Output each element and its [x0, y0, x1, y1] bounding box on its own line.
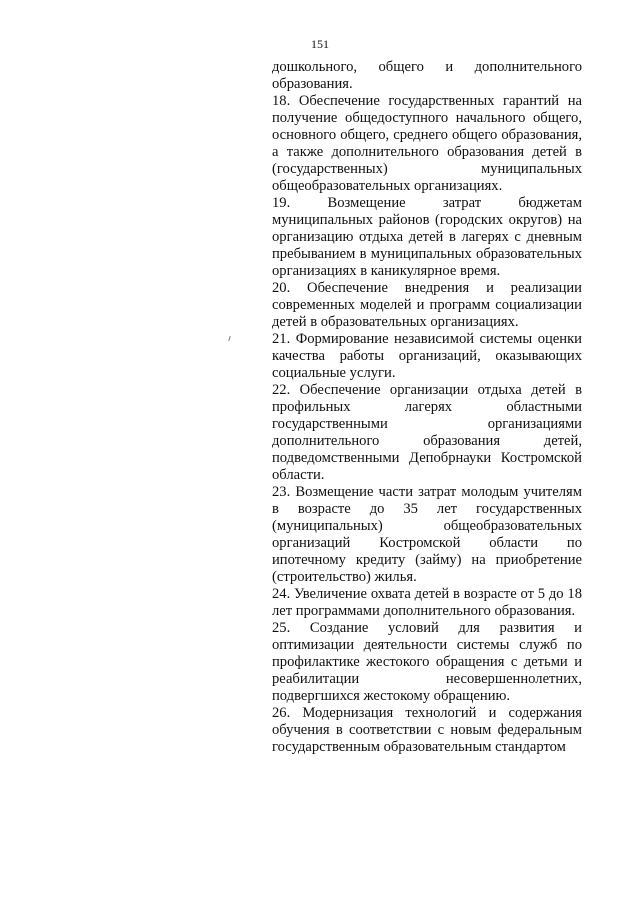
page-number: 151 — [311, 37, 329, 51]
text-column — [272, 59, 582, 756]
list-item: 22. Обеспечение организации отдыха детей в профильных лагерях областными государственными организациями дополнительного образования детей, подведомственными Депобрнауки Костромской области. — [272, 382, 582, 483]
list-item: 25. Создание условий для развития и оптимизации деятельности системы служб по профилактике жестокого обращения с детьми и реабилитации несовершеннолетних, подвергшихся жестокому обращению. — [272, 620, 582, 704]
list-item: дошкольного, общего и дополнительного образования. — [272, 59, 582, 92]
scan-mark — [228, 336, 230, 341]
list-item: 26. Модернизация технологий и содержания обучения в соответствии с новым федеральным государственным образовательным стандартом — [272, 705, 582, 755]
list-item: 21. Формирование независимой системы оценки качества работы организаций, оказывающих социальные услуги. — [272, 331, 582, 381]
list-item: 18. Обеспечение государственных гарантий на получение общедоступного начального общего, основного общего, среднего общего образования, а также дополнительного образования детей в (государственных) муниципальных общеобразовательных организациях. — [272, 93, 582, 194]
list-item: 23. Возмещение части затрат молодым учителям в возрасте до 35 лет государственных (муниципальных) общеобразовательных организаций Костромской области по ипотечному кредиту (займу) на приобретение (строительство) жилья. — [272, 484, 582, 585]
list-item: 19. Возмещение затрат бюджетам муниципальных районов (городских округов) на организацию отдыха детей в лагерях с дневным пребыванием в муниципальных образовательных организациях в каникулярное время. — [272, 195, 582, 279]
list-item: 20. Обеспечение внедрения и реализации современных моделей и программ социализации детей в образовательных организациях. — [272, 280, 582, 330]
list-item: 24. Увеличение охвата детей в возрасте от 5 до 18 лет программами дополнительного образования. — [272, 586, 582, 619]
